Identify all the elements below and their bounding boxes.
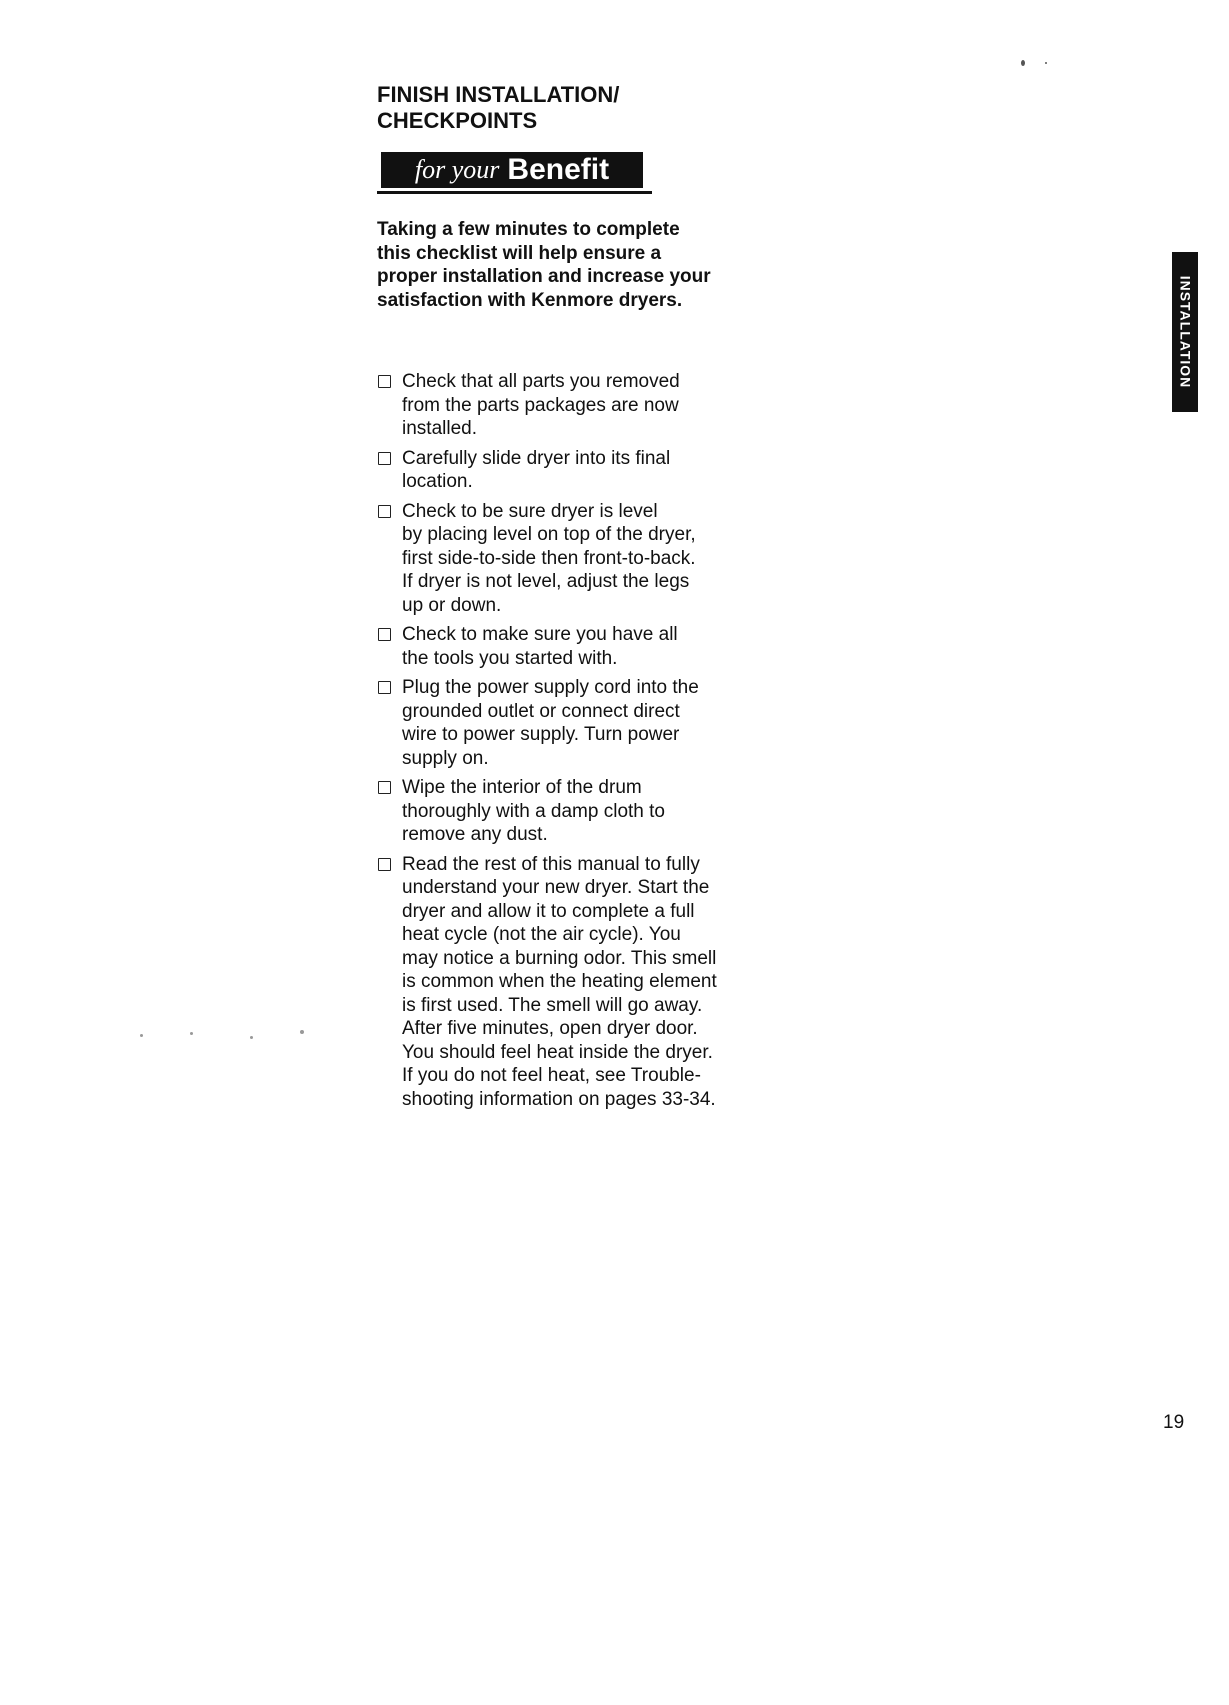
checklist-item	[377, 500, 777, 618]
checklist-text-line: Read the rest of this manual to fully	[402, 853, 700, 875]
scan-speck	[1021, 60, 1025, 66]
section-title-line1: FINISH INSTALLATION/	[377, 82, 620, 107]
checklist-text-line: wire to power supply. Turn power	[402, 724, 680, 745]
checkbox-icon[interactable]	[378, 681, 391, 694]
side-tab-label: INSTALLATION	[1177, 275, 1194, 389]
checklist-text-line: Check that all parts you removed	[402, 371, 680, 392]
checklist-text-line: installed.	[402, 418, 477, 439]
scan-speck	[190, 1032, 193, 1035]
checklist-text-line: If you do not feel heat, see Trouble-	[402, 1065, 701, 1086]
section-side-tab	[1172, 252, 1198, 412]
scan-speck	[300, 1030, 304, 1034]
checklist-text-line: understand your new dryer. Start the	[402, 877, 710, 898]
page-number: 19	[1163, 1412, 1185, 1433]
checklist-text-line: shooting information on pages 33-34.	[402, 1088, 716, 1110]
checklist-text-line: the tools you started with.	[402, 647, 618, 669]
intro-line: satisfaction with Kenmore dryers.	[377, 289, 683, 311]
checklist-item	[377, 676, 777, 770]
checklist-text-line: first side-to-side then front-to-back.	[402, 547, 696, 569]
intro-paragraph	[377, 218, 777, 312]
checklist-item	[377, 776, 777, 847]
intro-line: Taking a few minutes to complete	[377, 219, 680, 240]
section-title	[377, 82, 619, 134]
checklist-text-line: After five minutes, open dryer door.	[402, 1018, 698, 1039]
checklist-text-line: may notice a burning odor. This smell	[402, 947, 717, 969]
benefit-italic-text: for your	[414, 155, 500, 184]
checklist-text-line: from the parts packages are now	[402, 394, 679, 416]
checklist-text-line: grounded outlet or connect direct	[402, 700, 680, 722]
checkbox-icon[interactable]	[378, 781, 391, 794]
intro-line: proper installation and increase your	[377, 266, 711, 287]
checklist-text-line: Check to be sure dryer is level	[402, 500, 658, 522]
benefit-box	[381, 152, 643, 188]
benefit-bold-text: Benefit	[507, 153, 610, 186]
checklist-item	[377, 447, 777, 494]
checklist-item	[377, 623, 777, 670]
checklist-text-line: is common when the heating element	[402, 971, 717, 992]
checkbox-icon[interactable]	[378, 375, 391, 388]
checklist-text-line: heat cycle (not the air cycle). You	[402, 924, 681, 945]
scan-speck	[250, 1036, 253, 1039]
checklist-text-line: Carefully slide dryer into its final	[402, 447, 671, 469]
checklist-text-line: remove any dust.	[402, 824, 548, 845]
checklist-text-line: If dryer is not level, adjust the legs	[402, 571, 690, 592]
checklist-text-line: thoroughly with a damp cloth to	[402, 800, 665, 822]
scan-speck	[140, 1034, 143, 1037]
scan-speck	[1045, 62, 1047, 64]
benefit-underline	[377, 191, 652, 194]
intro-line: this checklist will help ensure a	[377, 242, 662, 264]
checklist-text-line: up or down.	[402, 594, 502, 616]
checklist-item	[377, 853, 777, 1112]
checklist-text-line: location.	[402, 471, 473, 492]
checklist-item	[377, 370, 777, 441]
checklist-text-line: Plug the power supply cord into the	[402, 677, 699, 698]
checklist-text-line: supply on.	[402, 747, 489, 769]
checkbox-icon[interactable]	[378, 452, 391, 465]
checklist-text-line: dryer and allow it to complete a full	[402, 900, 695, 922]
checklist-text-line: Check to make sure you have all	[402, 624, 678, 645]
checklist-text-line: You should feel heat inside the dryer.	[402, 1041, 713, 1063]
checkbox-icon[interactable]	[378, 858, 391, 871]
checklist-text-line: Wipe the interior of the drum	[402, 777, 642, 798]
checkpoint-list	[377, 370, 777, 1117]
checklist-text-line: is first used. The smell will go away.	[402, 994, 703, 1016]
checkbox-icon[interactable]	[378, 505, 391, 518]
checklist-text-line: by placing level on top of the dryer,	[402, 524, 696, 545]
section-title-line2: CHECKPOINTS	[377, 108, 538, 133]
checkbox-icon[interactable]	[378, 628, 391, 641]
for-your-benefit-banner	[377, 152, 652, 194]
